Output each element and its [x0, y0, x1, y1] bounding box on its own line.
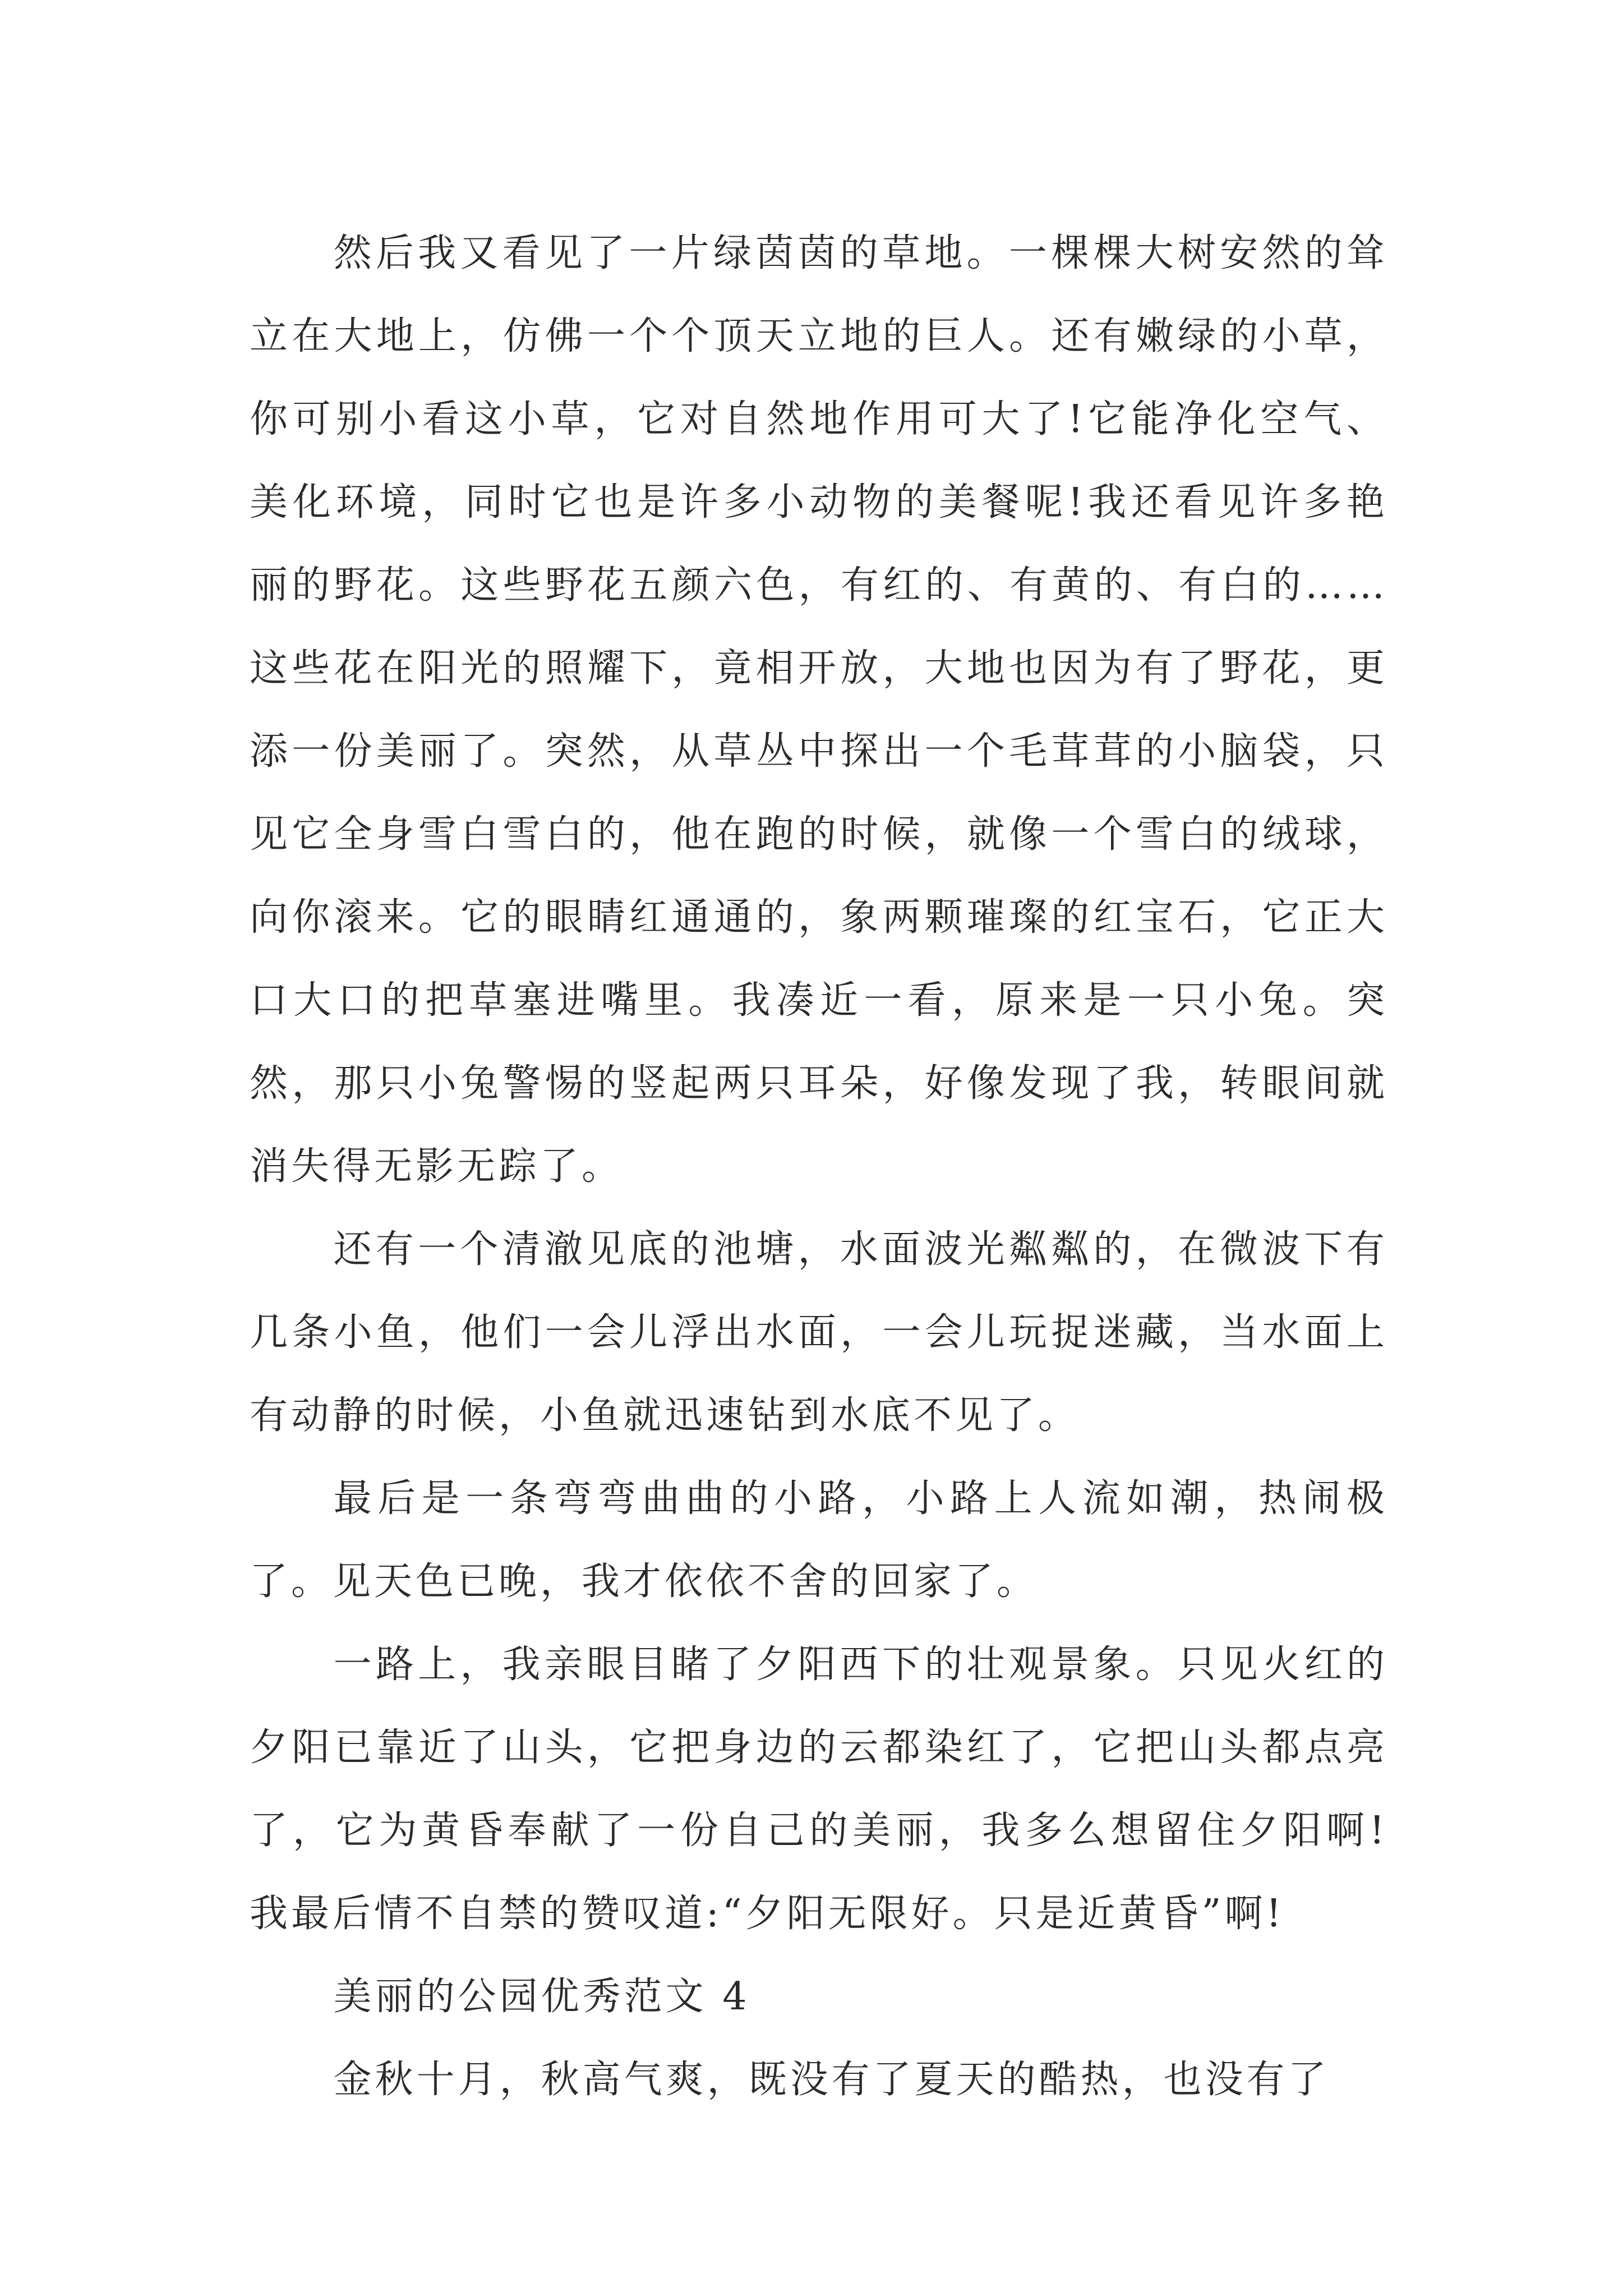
paragraph-1: 然后我又看见了一片绿茵茵的草地。一棵棵大树安然的耸立在大地上，仿佛一个个顶天立地的巨人。还有嫩绿的小草，你可别小看这小草，它对自然地作用可大了!它能净化空气、美化环境，同时它也是许多小动物的美餐呢!我还看见许多艳丽的野花。这些野花五颜六色，有红的、有黄的、有白的……这些花在阳光的照耀下，竟相开放，大地也因为有了野花，更添一份美丽了。突然，从草丛中探出一个毛茸茸的小脑袋，只见它全身雪白雪白的，他在跑的时候，就像一个雪白的绒球，向你滚来。它的眼睛红通通的，象两颗璀璨的红宝石，它正大口大口的把草塞进嘴里。我凑近一看，原来是一只小兔。突然，那只小兔警惕的竖起两只耳朵，好像发现了我，转眼间就消失得无影无踪了。 [250, 231, 1388, 1189]
paragraph-3: 最后是一条弯弯曲曲的小路，小路上人流如潮，热闹极了。见天色已晚，我才依依不舍的回家了。 [250, 1476, 1388, 1604]
paragraph-2: 还有一个清澈见底的池塘，水面波光粼粼的，在微波下有几条小鱼，他们一会儿浮出水面，一会儿玩捉迷藏，当水面上有动静的时候，小鱼就迅速钻到水底不见了。 [250, 1227, 1388, 1438]
document-body [250, 212, 1388, 2122]
section-title: 美丽的公园优秀范文 4 [333, 1975, 750, 2019]
paragraph-4: 一路上，我亲眼目睹了夕阳西下的壮观景象。只见火红的夕阳已靠近了山头，它把身边的云都染红了，它把山头都点亮了，它为黄昏奉献了一份自己的美丽，我多么想留住夕阳啊!我最后情不自禁的赞叹道:“夕阳无限好。只是近黄昏”啊! [250, 1642, 1388, 1936]
paragraph-5: 金秋十月，秋高气爽，既没有了夏天的酷热，也没有了 [333, 2058, 1330, 2102]
